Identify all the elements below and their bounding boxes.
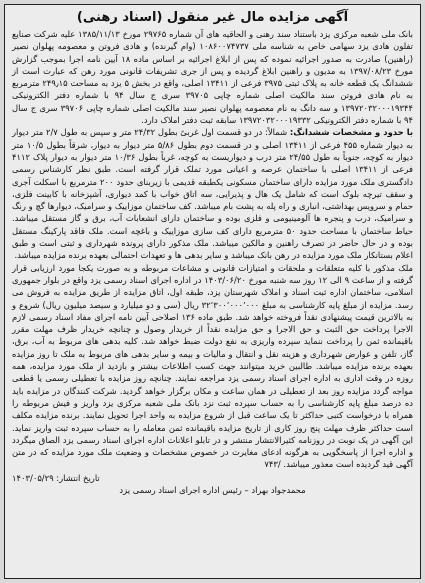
boundaries-text: شمالاً: در دو قسمت اول غربیً بطول ۲۴/۳۲ متر و سپس به طول ۲/۷ متر دیوار به دیوار شماره ۴۵۵ فرعی از ۱۳۴۱۱ اصلی و در قسمت دوم بطول ۵/۸۶ متر دیوار به دیوار، شرقاً بطول ۱۰/۵ متر دیوار به کوچه، جنوباً به طول ۲۴/۵۵ متر درب و دیواریست به کوچه، غرباً بطول ۱۰/۳۶ متر دیوار به دیوار پلاک ۴۱۱۲ فرعی از ۱۳۴۱۱ اصلی با ساختمان عرصه و اعیانی مورد تملک قرار گرفته است. طبق نظر کارشناس رسمی دادگستری ملک مورد مزایده دارای ساختمان مسکونی یکطبقه قدیمی با زیربنای حدود ۲۰۰ مترمربع با اسکلت آجری و سقف تیرچه بلوک است که شامل یک هال و پذیرایی، سه اتاق خواب با کمد دیواری، آشپزخانه با کابینت فلزی، حمام و سرویس بهداشتی، انباری و راه پله به پشت بام میباشد. کف ساختمان موزاییک و سرامیک، دیوارها گچ و رنگ و سرامیک، درب و پنجره ها آلومینیومی و فلزی بوده و ساختمان دارای انشعابات آب، برق و گاز مستقل میباشد. حیاط ساختمان با مساحت حدود ۵۰ مترمربع دارای کف سازی موزاییک و باغچه است. ملک فاقد پارکینگ مستقل بوده و در حال حاضر در تصرف راهنین و مالکین میباشد. ملک مذکور دارای پرونده شهرداری و ثبتی است و طبق اعلام بستانکار ملک مورد مزایده در رهن بانک میباشد و سایر بدهی ها و تعهدات احتمالی بعهده برنده مزایده میباشد. [12, 127, 413, 261]
signature: محمدجواد بهراد – رئیس اداره اجرای اسناد رسمی یزد [119, 484, 306, 495]
notice-title: آگهی مزایده مال غیر منقول (اسناد رهنی) [76, 10, 349, 25]
publish-date: تاریخ انتشار: ۱۴۰۳/۰۵/۲۹ [12, 472, 100, 483]
notice-paragraph-2 [12, 126, 413, 261]
notice-paragraph-1: بانک ملی شعبه مرکزی یزد باستناد سند رهنی و الحاقیه های آن شماره ۲۹۷۶۵ مورخ ۱۳۸۵/۱۱/۱۳ علیه شرکت صنایع تفلون هادی یزد سهامی خاص به شناسه ملی ۱۰۸۶۰۰۷۴۷۳۷ (وام گیرنده) و هادی فروتن و معصومه پهلوان نصیر (راهنین) صادرت به صدور اجرائیه نموده که پس از ابلاغ اجرائیه بر اساس ماده ۱۸ آیین نامه اجرا بموجب گزارش مورخ ۱۳۹۷/۰۸/۲۳ به مدیون و راهنین ابلاغ گردیده و پس از جری تشریفات قانونی مورد رهن که عبارت است از ششدانگ یک قطعه خانه به پلاک ثبتی ۳۹۷۵ فرعی از ۱۳۴۱۱ اصلی، واقع در بخش ۵ یزد به مساحت ۲۴۹٫۱۵ مترمربع به نام هادی فروتن سند مالکیت اصلی شماره چاپی ۳۹۷۰۵ سری ج سال ۹۴ با شماره دفتر الکترونیکی ۱۳۹۷۲۰۳۲۰۰۰۱۹۳۴۴ و سه دانگ به نام معصومه پهلوان نصیر سند مالکیت اصلی شماره چاپی ۳۹۷۰۶ سری ج سال ۹۴ با شماره دفتر الکترونیکی ۱۳۹۷۲۰۳۲۰۰۰۱۹۳۳۲ سابقه ثبت دفتر املاک دارد. [12, 29, 414, 126]
boundaries-label: با حدود و مشخصات ششدانگ: [289, 127, 413, 138]
notice-document [4, 4, 421, 579]
notice-paragraph-3: ملک مذکور با کلیه متعلقات و ملحقات و امتیازات قانونی و مشاعات مربوطه و به صورت یکجا مورد ارزیابی قرار گرفته و از ساعت ۹ الی ۱۲ روز سه شنبه مورخ ۱۴۰۳/۰۶/۲۰ در اداره اجرای اسناد رسمی یزد واقع در بلوار جمهوری اسلامی، ساختمان اداره ثبت اسناد و املاک شهرستان یزد، طبقه اول، اتاق مزایده از طریق مزایده به فروش می رسد. مزایده از مبلغ پایه کارشناسی به مبلغ ۳۲٬۳۰۰٬۰۰۰٬۰۰۰ ریال (سی و دو میلیارد و سیصد میلیون ریال) شروع و به بالاترین قیمت پیشنهادی نقداً فروخته خواهد شد. طبق ماده ۱۳۶ اصلاحی آیین نامه اجرای مفاد اسناد رسمی لازم الاجرا پرداخت حق الثبت و حق الاجرا و حق مزایده نقداً از خریدار وصول و چنانچه خریدار ظرف مهلت مقرر باقیمانده ثمن را پرداخت ننماید سپرده واریزی به نفع دولت ضبط خواهد شد. کلیه بدهی های مربوط به آب، برق، گاز، تلفن و عوارض شهرداری و هزینه نقل و انتقال و مالیات و بیمه و سایر بدهی های مربوط به ملک تا روز مزایده بعهده برنده مزایده میباشد. طالبین خرید میتوانند جهت کسب اطلاعات بیشتر و بازدید از ملک مورد مزایده، همه روزه در وقت اداری به اداره اجرای اسناد رسمی یزد مراجعه نمایند. چنانچه روز مزایده با تعطیلی رسمی یا قطعی مواجه گردد مزایده روز بعد از تعطیلی در همان ساعت و مکان برگزار خواهد گردید. شرکت کنندگان در مزایده باید ده درصد مبلغ پایه کارشناسی را به حساب سپرده ثبت نزد بانک ملی شعبه مرکزی یزد واریز و فیش مربوطه را همراه با درخواست کتبی حداکثر تا یک ساعت قبل از شروع مزایده به واحد اجرا تحویل نمایند. برنده مزایده مکلف است حداکثر ظرف مهلت پنج روز کاری از تاریخ مزایده باقیمانده ثمن معامله را به حساب سپرده ثبت واریز نماید. این آگهی در یک نوبت در روزنامه کثیرالانتشار منتشر و در تابلو اعلانات اداره اجرای اسناد رسمی یزد الصاق میگردد و اداره اجرا از پاسخگویی به هرگونه ادعای مغایرت در خصوص مشخصات و وضعیت ملک مورد مزایده که در متن آگهی قید گردیده است معذور میباشد. /۷۴۳ [12, 262, 414, 470]
notice-footer [12, 472, 413, 496]
